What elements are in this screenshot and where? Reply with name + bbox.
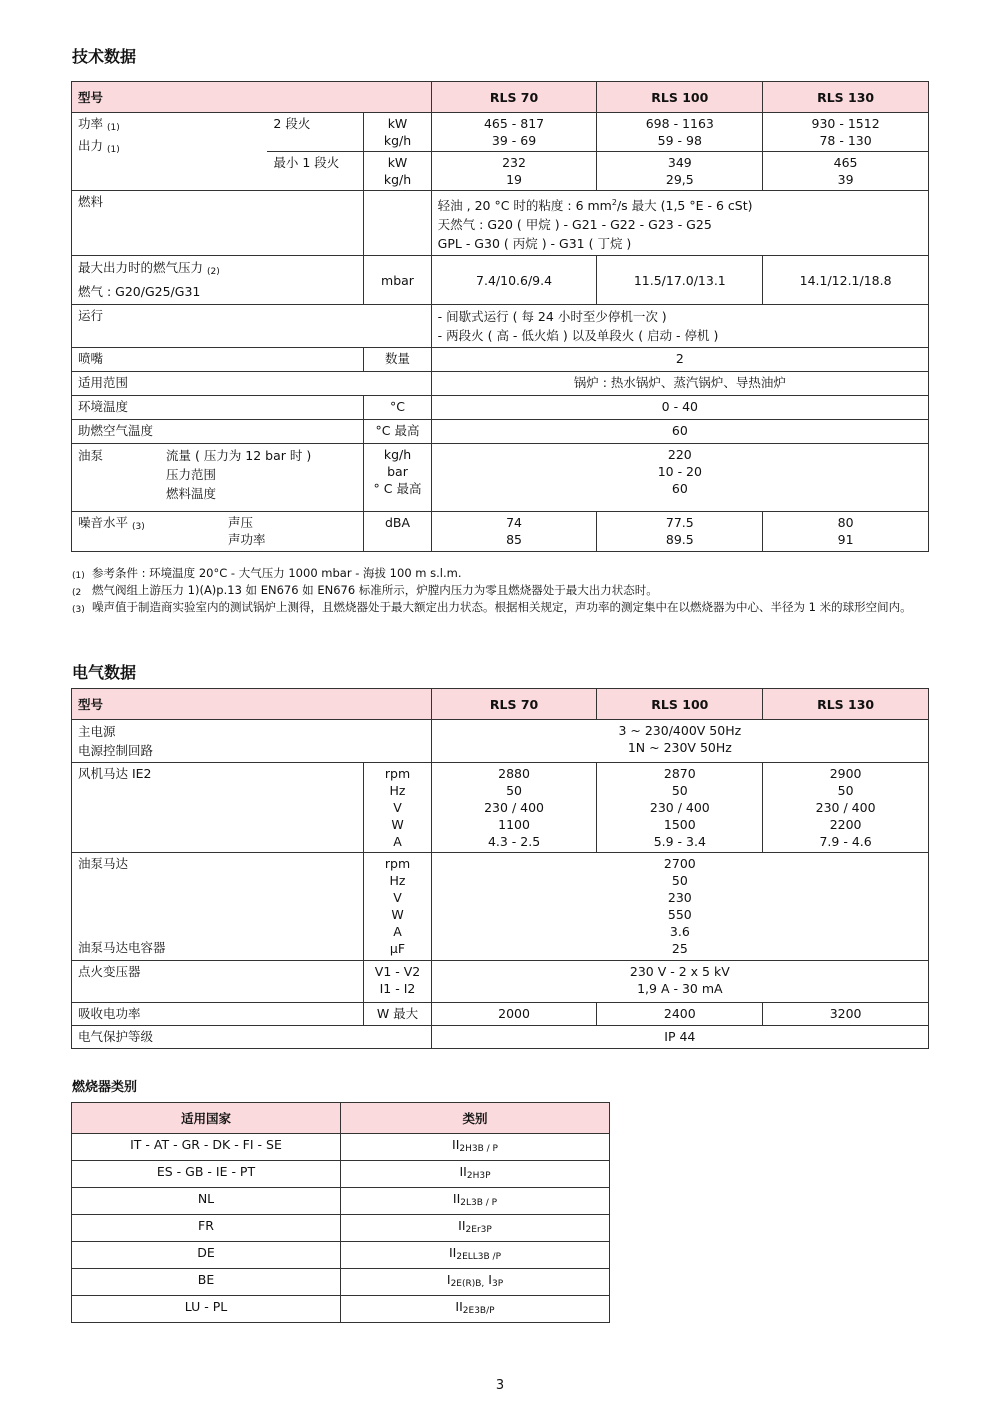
fan-motor-rls100: 2870 50 230 / 400 1500 5.9 - 3.4 bbox=[597, 763, 763, 853]
protection-value: IP 44 bbox=[431, 1026, 928, 1049]
nozzles-unit: 数量 bbox=[364, 348, 431, 372]
table-row bbox=[72, 1215, 610, 1242]
table-row bbox=[72, 1188, 610, 1215]
category-table bbox=[71, 1102, 610, 1323]
transformer-row bbox=[72, 961, 929, 1003]
protection-label: 电气保护等级 bbox=[72, 1026, 432, 1049]
supply-row bbox=[72, 720, 929, 763]
ambient-label: 环境温度 bbox=[72, 396, 364, 420]
absorbed-power-rls70: 2000 bbox=[431, 1003, 597, 1026]
elec-header-model: 型号 bbox=[72, 689, 432, 720]
tech-section-title: 技术数据 bbox=[72, 47, 137, 66]
noise-rls100: 77.5 89.5 bbox=[597, 512, 763, 552]
noise-row bbox=[72, 512, 929, 552]
elec-section-title: 电气数据 bbox=[72, 663, 137, 682]
noise-rls70: 74 85 bbox=[431, 512, 597, 552]
pump-capacitor-label: 油泵马达电容器 bbox=[78, 940, 166, 955]
ambient-unit: °C bbox=[364, 396, 431, 420]
power-units-stage1: kW kg/h bbox=[364, 152, 431, 191]
power-label: 功率 $_{(1)}$ 出力 $_{(1)}$ bbox=[72, 113, 268, 191]
gas-pressure-unit: mbar bbox=[364, 256, 431, 305]
noise-rls130: 80 91 bbox=[763, 512, 929, 552]
footnotes bbox=[72, 566, 932, 617]
nozzles-label: 喷嘴 bbox=[72, 348, 364, 372]
category-header-row bbox=[72, 1103, 610, 1134]
transformer-units: V1 - V2 I1 - I2 bbox=[364, 961, 431, 1003]
category-cell: $I_{2E(R)B,}$ $I_{3P}$ bbox=[341, 1269, 610, 1296]
ambient-value: 0 - 40 bbox=[431, 396, 928, 420]
elec-header-rls130: RLS 130 bbox=[763, 689, 929, 720]
table-row bbox=[72, 1161, 610, 1188]
fuel-label: 燃料 bbox=[72, 191, 364, 256]
table-row bbox=[72, 1269, 610, 1296]
protection-row bbox=[72, 1026, 929, 1049]
operation-row bbox=[72, 305, 929, 348]
operation-values: - 间歇式运行 ( 每 24 小时至少停机一次 ) - 两段火 ( 高 - 低火焰 ) 以及单段火 ( 启动 - 停机 ) bbox=[431, 305, 928, 348]
country-cell: FR bbox=[72, 1215, 341, 1242]
page-number: 3 bbox=[495, 1378, 505, 1393]
absorbed-power-row bbox=[72, 1003, 929, 1026]
header-model: 型号 bbox=[72, 82, 432, 113]
country-cell: NL bbox=[72, 1188, 341, 1215]
absorbed-power-rls130: 3200 bbox=[763, 1003, 929, 1026]
pump-values: 220 10 - 20 60 bbox=[431, 444, 928, 512]
stage2-label: 2 段火 bbox=[267, 113, 363, 152]
fan-motor-units: rpm Hz V W A bbox=[364, 763, 431, 853]
fan-motor-label: 风机马达 IE2 bbox=[72, 763, 364, 853]
gas-pressure-rls100: 11.5/17.0/13.1 bbox=[597, 256, 763, 305]
category-cell: $II_{2ELL3B /P}$ bbox=[341, 1242, 610, 1269]
ambient-row bbox=[72, 396, 929, 420]
elec-header-rls100: RLS 100 bbox=[597, 689, 763, 720]
power-rls100-stage1: 349 29,5 bbox=[597, 152, 763, 191]
pump-motor-units: rpm Hz V W A μF bbox=[364, 853, 431, 961]
power-rls70-stage1: 232 19 bbox=[431, 152, 597, 191]
footnote-3: (3) 噪声值于制造商实验室内的测试锅炉上测得，且燃烧器处于最大额定出力状态。根据相关规定，声功率的测定集中在以燃烧器为中心、半径为 1 米的球形空间内。 bbox=[72, 600, 912, 615]
category-cell: $II_{2H3B / P}$ bbox=[341, 1134, 610, 1161]
fuel-row bbox=[72, 191, 929, 256]
gas-pressure-rls130: 14.1/12.1/18.8 bbox=[763, 256, 929, 305]
country-cell: IT - AT - GR - DK - FI - SE bbox=[72, 1134, 341, 1161]
fan-motor-row bbox=[72, 763, 929, 853]
gas-pressure-rls70: 7.4/10.6/9.4 bbox=[431, 256, 597, 305]
noise-unit: dBA bbox=[364, 512, 431, 552]
category-cell: $II_{2Er3P}$ bbox=[341, 1215, 610, 1242]
country-cell: ES - GB - IE - PT bbox=[72, 1161, 341, 1188]
application-value: 锅炉 : 热水锅炉、蒸汽锅炉、导热油炉 bbox=[431, 372, 928, 396]
power-rls70-stage2: 465 - 817 39 - 69 bbox=[431, 113, 597, 152]
power-rls100-stage2: 698 - 1163 59 - 98 bbox=[597, 113, 763, 152]
transformer-label: 点火变压器 bbox=[72, 961, 364, 1003]
fan-motor-rls130: 2900 50 230 / 400 2200 7.9 - 4.6 bbox=[763, 763, 929, 853]
supply-label: 主电源 电源控制回路 bbox=[72, 720, 432, 763]
transformer-values: 230 V - 2 x 5 kV 1,9 A - 30 mA bbox=[431, 961, 928, 1003]
footnote-2: (2 燃气阀组上游压力 1)(A)p.13 如 EN676 如 EN676 标准所示，炉膛内压力为零且燃烧器处于最大出力状态时。 bbox=[72, 583, 658, 598]
header-rls70: RLS 70 bbox=[431, 82, 597, 113]
pump-motor-values: 2700 50 230 550 3.6 25 bbox=[431, 853, 928, 961]
tech-header-row bbox=[72, 82, 929, 113]
table-row bbox=[72, 1134, 610, 1161]
category-header-country: 适用国家 bbox=[72, 1103, 341, 1134]
elec-data-table bbox=[71, 688, 929, 1049]
table-row bbox=[72, 1296, 610, 1323]
power-rls130-stage1: 465 39 bbox=[763, 152, 929, 191]
category-cell: $II_{2H3P}$ bbox=[341, 1161, 610, 1188]
operation-label: 运行 bbox=[72, 305, 432, 348]
pump-motor-row bbox=[72, 853, 929, 961]
stage1-label: 最小 1 段火 bbox=[267, 152, 363, 191]
nozzles-value: 2 bbox=[431, 348, 928, 372]
category-cell: $II_{2L3B / P}$ bbox=[341, 1188, 610, 1215]
power-units-stage2: kW kg/h bbox=[364, 113, 431, 152]
country-cell: LU - PL bbox=[72, 1296, 341, 1323]
fuel-unit-empty bbox=[364, 191, 431, 256]
gas-pressure-row bbox=[72, 256, 929, 305]
pump-row bbox=[72, 444, 929, 512]
pump-units: kg/h bar ° C 最高 bbox=[364, 444, 431, 512]
gas-pressure-label: 最大出力时的燃气压力 $_{(2)}$ 燃气 : G20/G25/G31 bbox=[72, 256, 364, 305]
absorbed-power-rls100: 2400 bbox=[597, 1003, 763, 1026]
country-cell: BE bbox=[72, 1269, 341, 1296]
application-label: 适用范围 bbox=[72, 372, 432, 396]
air-temp-row bbox=[72, 420, 929, 444]
table-row bbox=[72, 1242, 610, 1269]
nozzles-row bbox=[72, 348, 929, 372]
power-row-stage2 bbox=[72, 113, 929, 152]
category-section-title: 燃烧器类别 bbox=[72, 1080, 138, 1095]
pump-label: 油泵 流量 ( 压力为 12 bar 时 ) 压力范围 燃料温度 bbox=[72, 444, 364, 512]
tech-data-table bbox=[71, 81, 929, 552]
absorbed-power-label: 吸收电功率 bbox=[72, 1003, 364, 1026]
pump-motor-label: 油泵马达 油泵马达电容器 bbox=[72, 853, 364, 961]
category-header-category: 类别 bbox=[341, 1103, 610, 1134]
category-cell: $II_{2E3B/P}$ bbox=[341, 1296, 610, 1323]
fuel-values: 轻油 , 20 °C 时的粘度 : 6 $mm^2/s$ 最大 (1,5 °E - 6 cSt) 天然气 : G20 ( 甲烷 ) - G21 - G22 - G23 - G25 GPL - G30 ( 丙烷 ) - G31 ( 丁烷 ) bbox=[431, 191, 928, 256]
air-temp-value: 60 bbox=[431, 420, 928, 444]
noise-label: 噪音水平 $_{(3)}$ 声压 声功率 bbox=[72, 512, 364, 552]
air-temp-unit: °C 最高 bbox=[364, 420, 431, 444]
air-temp-label: 助燃空气温度 bbox=[72, 420, 364, 444]
fan-motor-rls70: 2880 50 230 / 400 1100 4.3 - 2.5 bbox=[431, 763, 597, 853]
header-rls100: RLS 100 bbox=[597, 82, 763, 113]
power-rls130-stage2: 930 - 1512 78 - 130 bbox=[763, 113, 929, 152]
elec-header-row bbox=[72, 689, 929, 720]
footnote-1: (1) 参考条件 : 环境温度 20°C - 大气压力 1000 mbar - 海拔 100 m s.l.m. bbox=[72, 566, 462, 581]
header-rls130: RLS 130 bbox=[763, 82, 929, 113]
elec-header-rls70: RLS 70 bbox=[431, 689, 597, 720]
application-row bbox=[72, 372, 929, 396]
country-cell: DE bbox=[72, 1242, 341, 1269]
absorbed-power-unit: W 最大 bbox=[364, 1003, 431, 1026]
supply-values: 3 ~ 230/400V 50Hz 1N ~ 230V 50Hz bbox=[431, 720, 928, 763]
